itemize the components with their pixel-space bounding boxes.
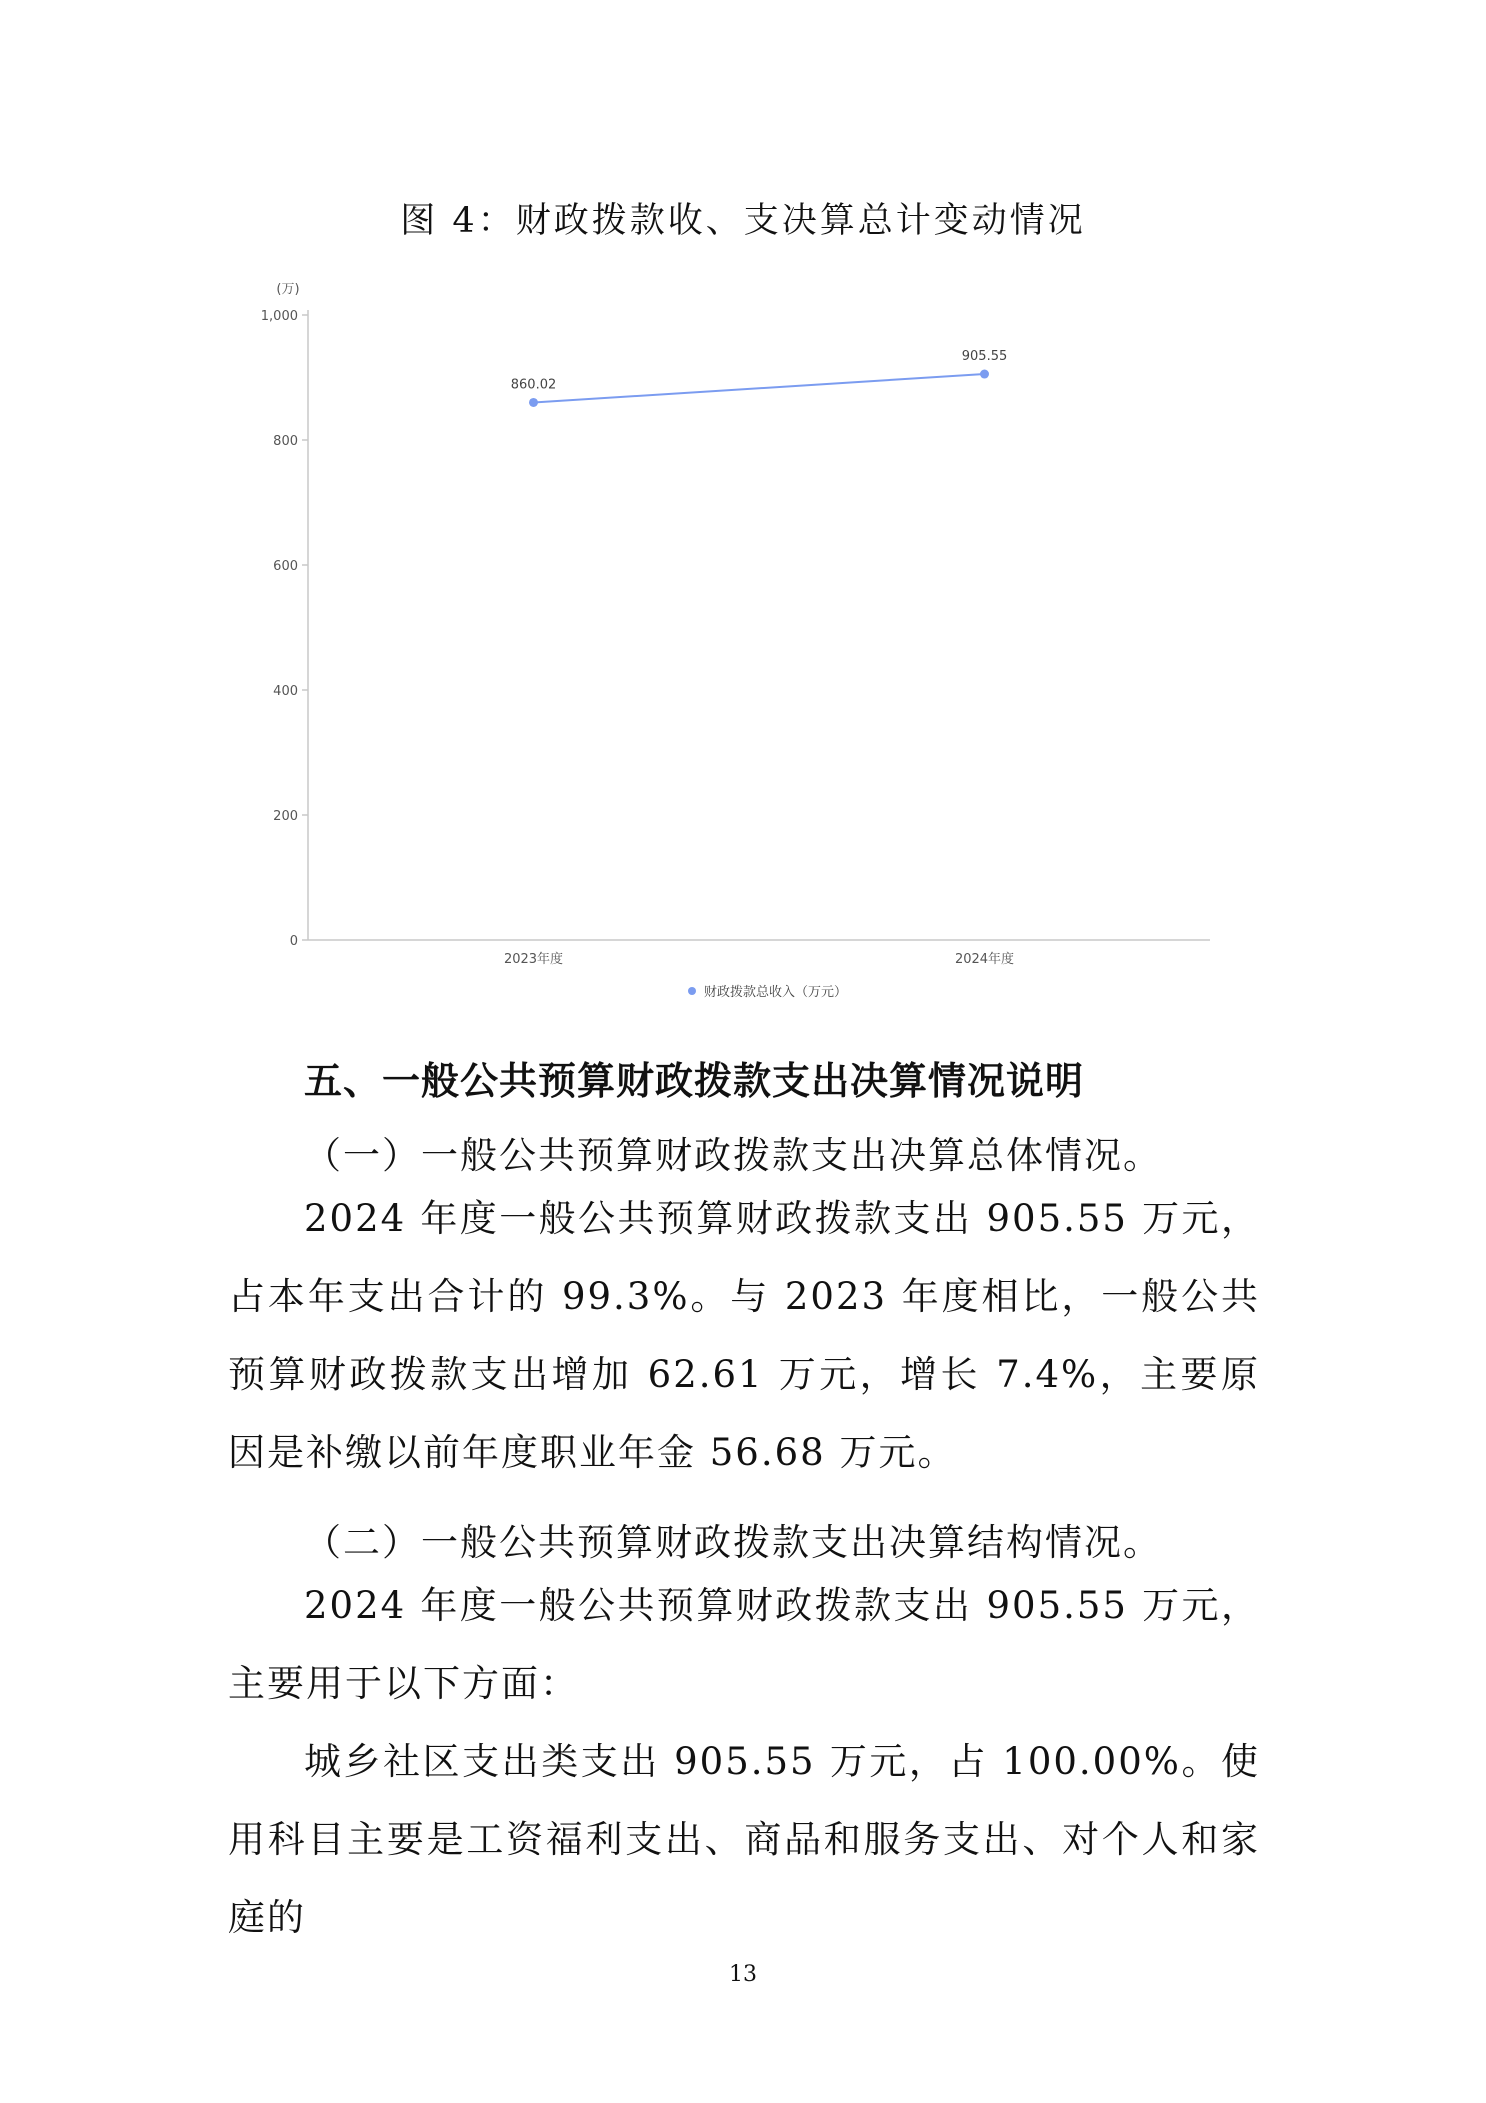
- y-axis-unit: (万): [276, 282, 300, 297]
- y-tick-label: 800: [273, 434, 298, 449]
- y-tick-label: 0: [289, 934, 298, 949]
- x-tick-label: 2023年度: [503, 952, 564, 967]
- paragraph-1: 2024 年度一般公共预算财政拨款支出 905.55 万元，占本年支出合计的 99.3%。与 2023 年度相比，一般公共预算财政拨款支出增加 62.61 万元，增长 7.4%，主要原因是补缴以前年度职业年金 56.68 万元。: [228, 1197, 1260, 1474]
- data-label: 860.02: [510, 377, 557, 393]
- figure-title: 图 4：财政拨款收、支决算总计变动情况: [400, 201, 1086, 241]
- data-point: [980, 370, 989, 379]
- legend-marker: [688, 987, 696, 995]
- page-number: 13: [729, 1962, 757, 1987]
- y-tick-label: 1,000: [260, 309, 298, 324]
- paragraph-2: 2024 年度一般公共预算财政拨款支出 905.55 万元，主要用于以下方面：: [228, 1584, 1260, 1705]
- subheading-1: （一）一般公共预算财政拨款支出决算总体情况。: [304, 1134, 1162, 1177]
- section-heading: 五、一般公共预算财政拨款支出决算情况说明: [304, 1059, 1085, 1103]
- paragraph-3: 城乡社区支出类支出 905.55 万元，占 100.00%。使用科目主要是工资福利支出、商品和服务支出、对个人和家庭的: [228, 1740, 1260, 1939]
- y-tick-label: 200: [273, 809, 298, 824]
- legend-label: 财政拨款总收入（万元）: [704, 985, 848, 1000]
- data-point: [529, 398, 538, 407]
- data-label: 905.55: [961, 349, 1008, 365]
- subheading-2: （二）一般公共预算财政拨款支出决算结构情况。: [304, 1521, 1162, 1564]
- y-tick-label: 400: [273, 684, 298, 699]
- x-tick-label: 2024年度: [954, 952, 1015, 967]
- series-line: [534, 374, 985, 402]
- line-chart: [240, 265, 1250, 1025]
- y-tick-label: 600: [273, 559, 298, 574]
